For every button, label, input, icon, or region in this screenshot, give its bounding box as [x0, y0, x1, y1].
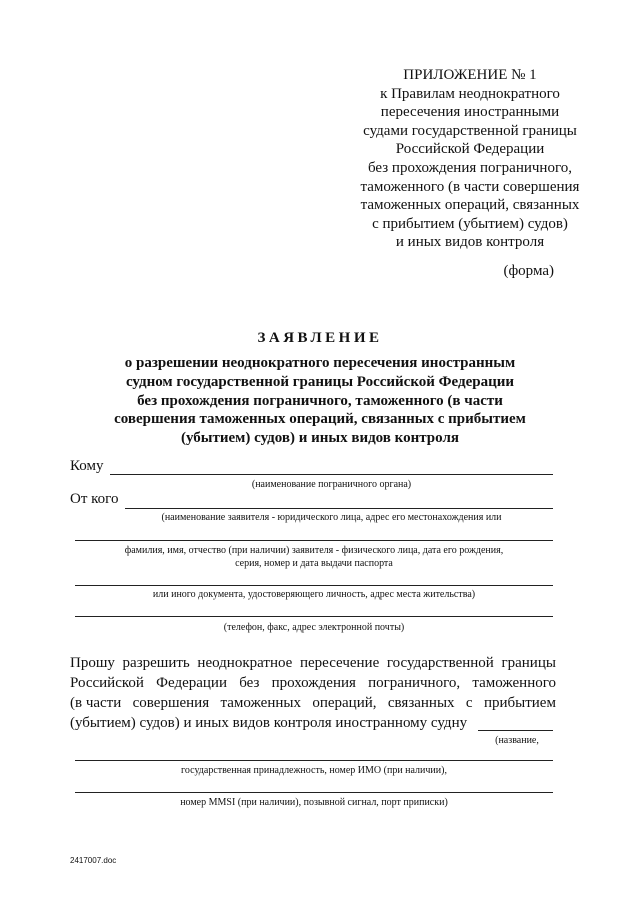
from-field-1[interactable]	[125, 508, 553, 509]
appendix-line: с прибытием (убытием) судов)	[372, 215, 568, 232]
subtitle-line: судном государственной границы Российской Федерации	[125, 373, 515, 390]
word: таможенного	[472, 675, 556, 691]
from-caption-3: серия, номер и дата выдачи паспорта	[235, 558, 393, 569]
vessel-caption-2: государственная принадлежность, номер ИМО (при наличии),	[181, 765, 447, 776]
from-caption-4: или иного документа, удостоверяющего личность, адрес места жительства)	[152, 589, 476, 600]
request-paragraph	[70, 653, 556, 733]
word: разрешить	[122, 655, 190, 671]
word: связанных	[387, 695, 455, 711]
from-field-2[interactable]	[75, 540, 553, 541]
vessel-field-3[interactable]	[75, 792, 553, 793]
request-line	[70, 673, 556, 693]
appendix-line: Российской Федерации	[395, 141, 545, 158]
request-line	[70, 653, 556, 673]
subtitle-line: совершения таможенных операций, связанных с прибытием	[114, 411, 526, 428]
appendix-line: без прохождения пограничного,	[367, 159, 572, 176]
word: таможенных	[220, 695, 301, 711]
from-caption-1: (наименование заявителя - юридического лица, адрес его местонахождения или	[161, 512, 502, 523]
word: пограничного,	[368, 675, 461, 691]
word: (в части	[70, 695, 122, 711]
subtitle-line: (убытием) судов) и иных видов контроля	[181, 430, 459, 447]
vessel-field-2[interactable]	[75, 760, 553, 761]
word: государственной	[386, 655, 494, 671]
word: операций,	[312, 695, 377, 711]
appendix-line: к Правилам неоднократного	[380, 85, 560, 102]
appendix-line: пересечения иностранными	[380, 104, 560, 121]
document-subtitle	[60, 354, 580, 448]
from-caption-2: фамилия, имя, отчество (при наличии) заявителя - физического лица, дата его рождения,	[124, 545, 504, 556]
file-name: 2417007.doc	[70, 856, 117, 865]
word: Прошу	[70, 655, 115, 671]
appendix-line: и иных видов контроля	[395, 234, 545, 251]
appendix-header	[320, 66, 620, 252]
subtitle-line: без прохождения пограничного, таможенного (в части	[137, 392, 503, 409]
from-field-4[interactable]	[75, 616, 553, 617]
vessel-caption-3: номер MMSI (при наличии), позывной сигнал, порт приписки)	[180, 797, 448, 808]
form-label: (форма)	[503, 263, 554, 279]
appendix-line: ПРИЛОЖЕНИЕ № 1	[403, 67, 537, 83]
word: границы	[501, 655, 556, 671]
appendix-line: таможенных операций, связанных	[360, 197, 580, 214]
word: прохождения	[271, 675, 356, 691]
vessel-caption-1: (название,	[495, 735, 539, 746]
appendix-line: судами государственной границы	[363, 122, 577, 139]
word: неоднократное	[197, 655, 293, 671]
vessel-field-1[interactable]	[478, 730, 553, 731]
word: (убытием) судов) и иных видов контроля иностранному судну	[70, 715, 468, 731]
word: с	[465, 695, 473, 711]
from-caption-5: (телефон, факс, адрес электронной почты)	[223, 622, 405, 633]
request-line	[70, 693, 556, 713]
to-label: Кому	[70, 458, 104, 474]
word: совершения	[132, 695, 210, 711]
word: без	[239, 675, 260, 691]
from-label: От кого	[70, 491, 119, 507]
word: Федерации	[156, 675, 227, 691]
word: Российской	[70, 675, 144, 691]
word: прибытием	[483, 695, 556, 711]
word: пересечение	[299, 655, 380, 671]
to-field[interactable]	[110, 474, 553, 475]
appendix-line: таможенного (в части совершения	[360, 178, 580, 195]
subtitle-line: о разрешении неоднократного пересечения иностранным	[124, 355, 516, 371]
to-caption: (наименование пограничного органа)	[251, 479, 412, 490]
from-field-3[interactable]	[75, 585, 553, 586]
document-title: ЗАЯВЛЕНИЕ	[257, 330, 383, 346]
